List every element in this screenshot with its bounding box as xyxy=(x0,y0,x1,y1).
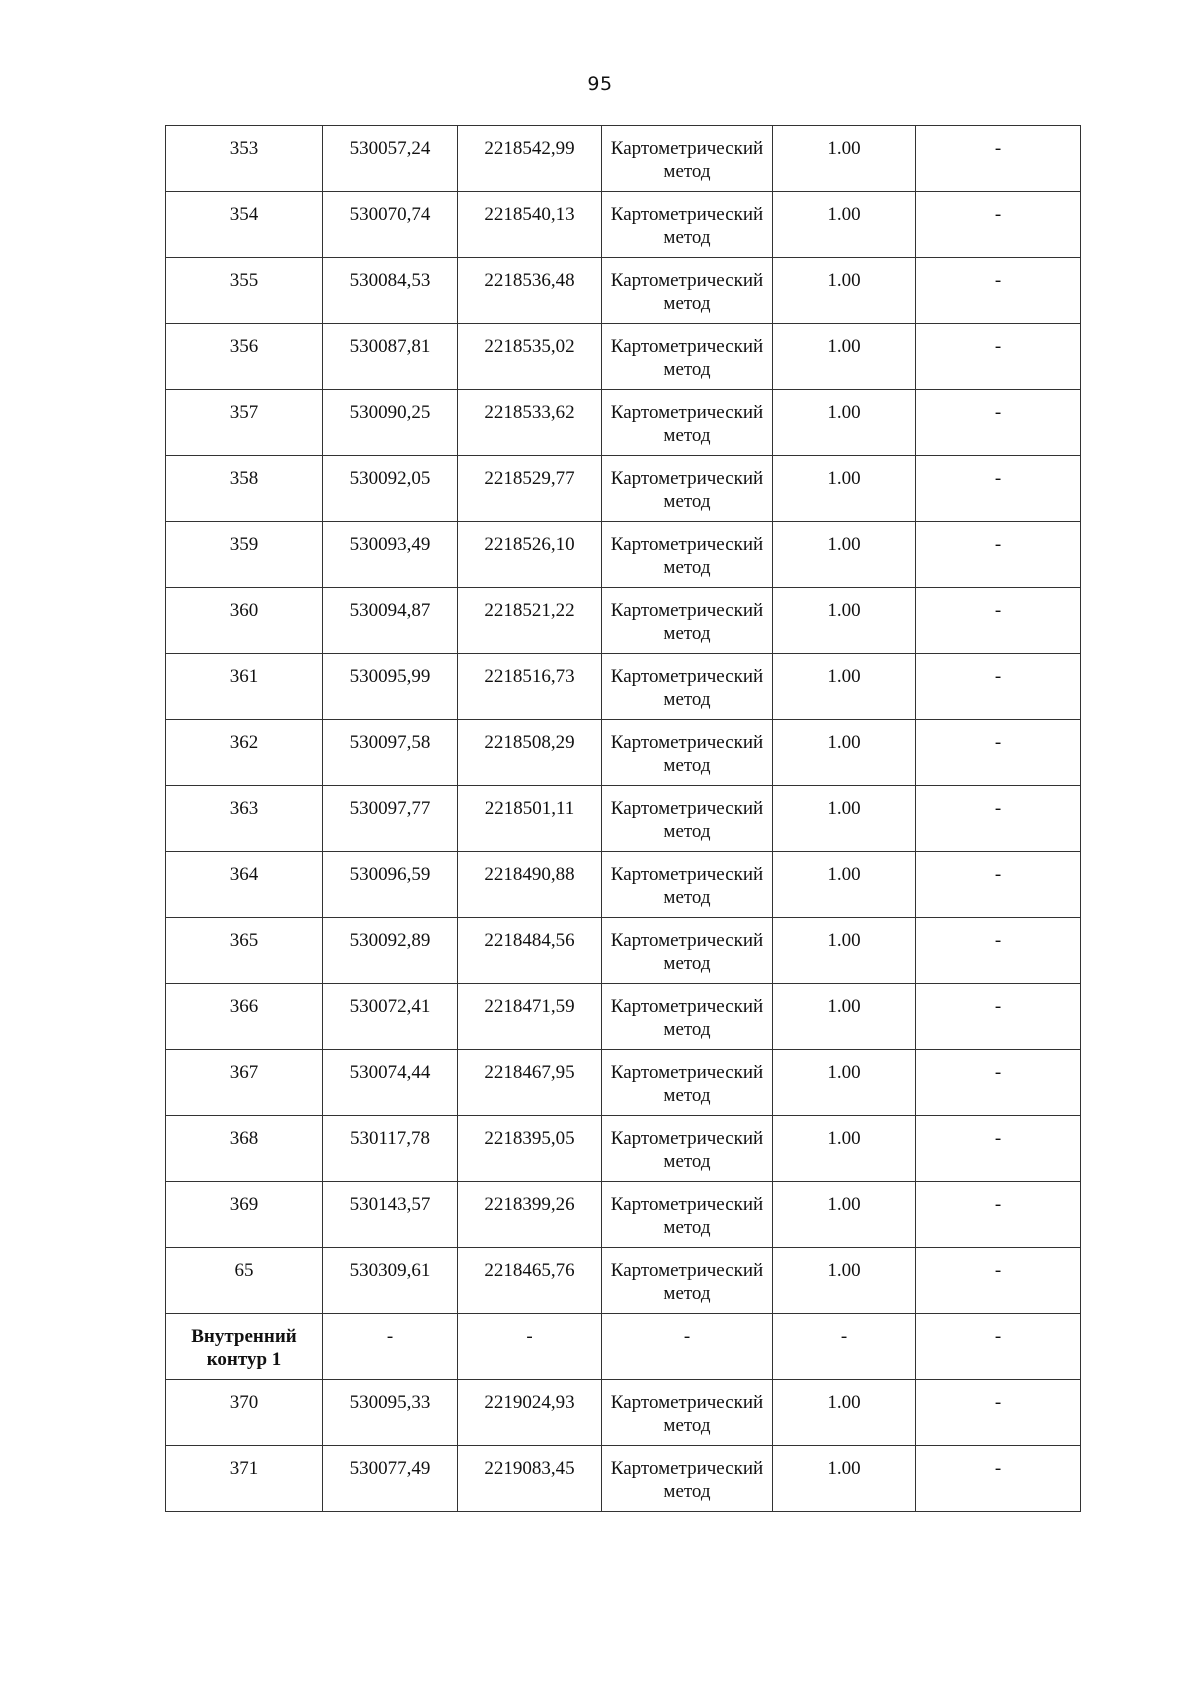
method-cell: Картометрический метод xyxy=(602,1182,773,1248)
table-row xyxy=(166,1050,1081,1116)
table-row xyxy=(166,456,1081,522)
method-cell: Картометрический метод xyxy=(602,1380,773,1446)
point-number-cell: 65 xyxy=(166,1248,323,1314)
coordinates-table-body xyxy=(166,126,1081,1512)
description-cell: - xyxy=(916,456,1081,522)
point-number-cell: 360 xyxy=(166,588,323,654)
point-number-cell: 362 xyxy=(166,720,323,786)
table-row xyxy=(166,1248,1081,1314)
x-coordinate-cell: - xyxy=(323,1314,458,1380)
method-cell: Картометрический метод xyxy=(602,1446,773,1512)
x-coordinate-cell: 530087,81 xyxy=(323,324,458,390)
point-number-cell: 354 xyxy=(166,192,323,258)
description-cell: - xyxy=(916,984,1081,1050)
y-coordinate-cell: 2218521,22 xyxy=(458,588,602,654)
accuracy-cell: 1.00 xyxy=(773,1182,916,1248)
description-cell: - xyxy=(916,1380,1081,1446)
description-cell: - xyxy=(916,918,1081,984)
description-cell: - xyxy=(916,786,1081,852)
accuracy-cell: 1.00 xyxy=(773,1050,916,1116)
method-cell: Картометрический метод xyxy=(602,588,773,654)
accuracy-cell: 1.00 xyxy=(773,192,916,258)
coordinates-table xyxy=(165,125,1081,1512)
method-cell: Картометрический метод xyxy=(602,1050,773,1116)
method-cell: Картометрический метод xyxy=(602,456,773,522)
method-cell: Картометрический метод xyxy=(602,720,773,786)
table-row xyxy=(166,984,1081,1050)
x-coordinate-cell: 530117,78 xyxy=(323,1116,458,1182)
y-coordinate-cell: 2218471,59 xyxy=(458,984,602,1050)
method-cell: Картометрический метод xyxy=(602,786,773,852)
page-number: 95 xyxy=(587,73,613,95)
y-coordinate-cell: 2218526,10 xyxy=(458,522,602,588)
point-number-cell: 363 xyxy=(166,786,323,852)
accuracy-cell: 1.00 xyxy=(773,390,916,456)
point-number-cell: Внутренний контур 1 xyxy=(166,1314,323,1380)
accuracy-cell: 1.00 xyxy=(773,984,916,1050)
x-coordinate-cell: 530072,41 xyxy=(323,984,458,1050)
table-row xyxy=(166,1116,1081,1182)
x-coordinate-cell: 530077,49 xyxy=(323,1446,458,1512)
x-coordinate-cell: 530092,05 xyxy=(323,456,458,522)
accuracy-cell: 1.00 xyxy=(773,456,916,522)
table-row xyxy=(166,258,1081,324)
method-cell: Картометрический метод xyxy=(602,654,773,720)
accuracy-cell: 1.00 xyxy=(773,522,916,588)
x-coordinate-cell: 530094,87 xyxy=(323,588,458,654)
method-cell: Картометрический метод xyxy=(602,1248,773,1314)
accuracy-cell: 1.00 xyxy=(773,1446,916,1512)
y-coordinate-cell: 2218465,76 xyxy=(458,1248,602,1314)
description-cell: - xyxy=(916,1182,1081,1248)
description-cell: - xyxy=(916,720,1081,786)
description-cell: - xyxy=(916,1050,1081,1116)
x-coordinate-cell: 530070,74 xyxy=(323,192,458,258)
method-cell: Картометрический метод xyxy=(602,852,773,918)
point-number-cell: 365 xyxy=(166,918,323,984)
description-cell: - xyxy=(916,390,1081,456)
y-coordinate-cell: - xyxy=(458,1314,602,1380)
method-cell: Картометрический метод xyxy=(602,1116,773,1182)
point-number-cell: 367 xyxy=(166,1050,323,1116)
table-row xyxy=(166,918,1081,984)
y-coordinate-cell: 2218533,62 xyxy=(458,390,602,456)
x-coordinate-cell: 530095,99 xyxy=(323,654,458,720)
x-coordinate-cell: 530309,61 xyxy=(323,1248,458,1314)
point-number-cell: 356 xyxy=(166,324,323,390)
method-cell: Картометрический метод xyxy=(602,324,773,390)
x-coordinate-cell: 530097,77 xyxy=(323,786,458,852)
accuracy-cell: 1.00 xyxy=(773,852,916,918)
x-coordinate-cell: 530095,33 xyxy=(323,1380,458,1446)
y-coordinate-cell: 2218542,99 xyxy=(458,126,602,192)
accuracy-cell: 1.00 xyxy=(773,126,916,192)
description-cell: - xyxy=(916,522,1081,588)
table-row xyxy=(166,324,1081,390)
accuracy-cell: 1.00 xyxy=(773,1380,916,1446)
y-coordinate-cell: 2218540,13 xyxy=(458,192,602,258)
table-row xyxy=(166,1380,1081,1446)
x-coordinate-cell: 530093,49 xyxy=(323,522,458,588)
accuracy-cell: - xyxy=(773,1314,916,1380)
point-number-cell: 366 xyxy=(166,984,323,1050)
accuracy-cell: 1.00 xyxy=(773,654,916,720)
table-row xyxy=(166,654,1081,720)
x-coordinate-cell: 530143,57 xyxy=(323,1182,458,1248)
y-coordinate-cell: 2218501,11 xyxy=(458,786,602,852)
x-coordinate-cell: 530084,53 xyxy=(323,258,458,324)
x-coordinate-cell: 530096,59 xyxy=(323,852,458,918)
y-coordinate-cell: 2218467,95 xyxy=(458,1050,602,1116)
accuracy-cell: 1.00 xyxy=(773,918,916,984)
y-coordinate-cell: 2218535,02 xyxy=(458,324,602,390)
y-coordinate-cell: 2218395,05 xyxy=(458,1116,602,1182)
x-coordinate-cell: 530057,24 xyxy=(323,126,458,192)
x-coordinate-cell: 530097,58 xyxy=(323,720,458,786)
point-number-cell: 358 xyxy=(166,456,323,522)
method-cell: - xyxy=(602,1314,773,1380)
point-number-cell: 364 xyxy=(166,852,323,918)
x-coordinate-cell: 530074,44 xyxy=(323,1050,458,1116)
method-cell: Картометрический метод xyxy=(602,522,773,588)
table-row xyxy=(166,852,1081,918)
table-row xyxy=(166,390,1081,456)
description-cell: - xyxy=(916,654,1081,720)
point-number-cell: 361 xyxy=(166,654,323,720)
table-row xyxy=(166,786,1081,852)
description-cell: - xyxy=(916,192,1081,258)
accuracy-cell: 1.00 xyxy=(773,786,916,852)
table-row xyxy=(166,522,1081,588)
point-number-cell: 370 xyxy=(166,1380,323,1446)
point-number-cell: 369 xyxy=(166,1182,323,1248)
accuracy-cell: 1.00 xyxy=(773,720,916,786)
y-coordinate-cell: 2218490,88 xyxy=(458,852,602,918)
point-number-cell: 353 xyxy=(166,126,323,192)
point-number-cell: 371 xyxy=(166,1446,323,1512)
x-coordinate-cell: 530092,89 xyxy=(323,918,458,984)
description-cell: - xyxy=(916,126,1081,192)
point-number-cell: 368 xyxy=(166,1116,323,1182)
y-coordinate-cell: 2218484,56 xyxy=(458,918,602,984)
y-coordinate-cell: 2219024,93 xyxy=(458,1380,602,1446)
accuracy-cell: 1.00 xyxy=(773,588,916,654)
table-row xyxy=(166,192,1081,258)
y-coordinate-cell: 2218536,48 xyxy=(458,258,602,324)
description-cell: - xyxy=(916,852,1081,918)
method-cell: Картометрический метод xyxy=(602,390,773,456)
table-section-row xyxy=(166,1314,1081,1380)
description-cell: - xyxy=(916,258,1081,324)
table-row xyxy=(166,720,1081,786)
accuracy-cell: 1.00 xyxy=(773,1248,916,1314)
accuracy-cell: 1.00 xyxy=(773,258,916,324)
point-number-cell: 357 xyxy=(166,390,323,456)
method-cell: Картометрический метод xyxy=(602,258,773,324)
point-number-cell: 355 xyxy=(166,258,323,324)
description-cell: - xyxy=(916,588,1081,654)
accuracy-cell: 1.00 xyxy=(773,1116,916,1182)
table-row xyxy=(166,126,1081,192)
description-cell: - xyxy=(916,324,1081,390)
y-coordinate-cell: 2218508,29 xyxy=(458,720,602,786)
method-cell: Картометрический метод xyxy=(602,918,773,984)
description-cell: - xyxy=(916,1248,1081,1314)
table-row xyxy=(166,1446,1081,1512)
point-number-cell: 359 xyxy=(166,522,323,588)
x-coordinate-cell: 530090,25 xyxy=(323,390,458,456)
description-cell: - xyxy=(916,1446,1081,1512)
accuracy-cell: 1.00 xyxy=(773,324,916,390)
description-cell: - xyxy=(916,1116,1081,1182)
method-cell: Картометрический метод xyxy=(602,192,773,258)
y-coordinate-cell: 2218399,26 xyxy=(458,1182,602,1248)
table-row xyxy=(166,588,1081,654)
table-row xyxy=(166,1182,1081,1248)
y-coordinate-cell: 2218529,77 xyxy=(458,456,602,522)
method-cell: Картометрический метод xyxy=(602,984,773,1050)
y-coordinate-cell: 2219083,45 xyxy=(458,1446,602,1512)
method-cell: Картометрический метод xyxy=(602,126,773,192)
description-cell: - xyxy=(916,1314,1081,1380)
y-coordinate-cell: 2218516,73 xyxy=(458,654,602,720)
